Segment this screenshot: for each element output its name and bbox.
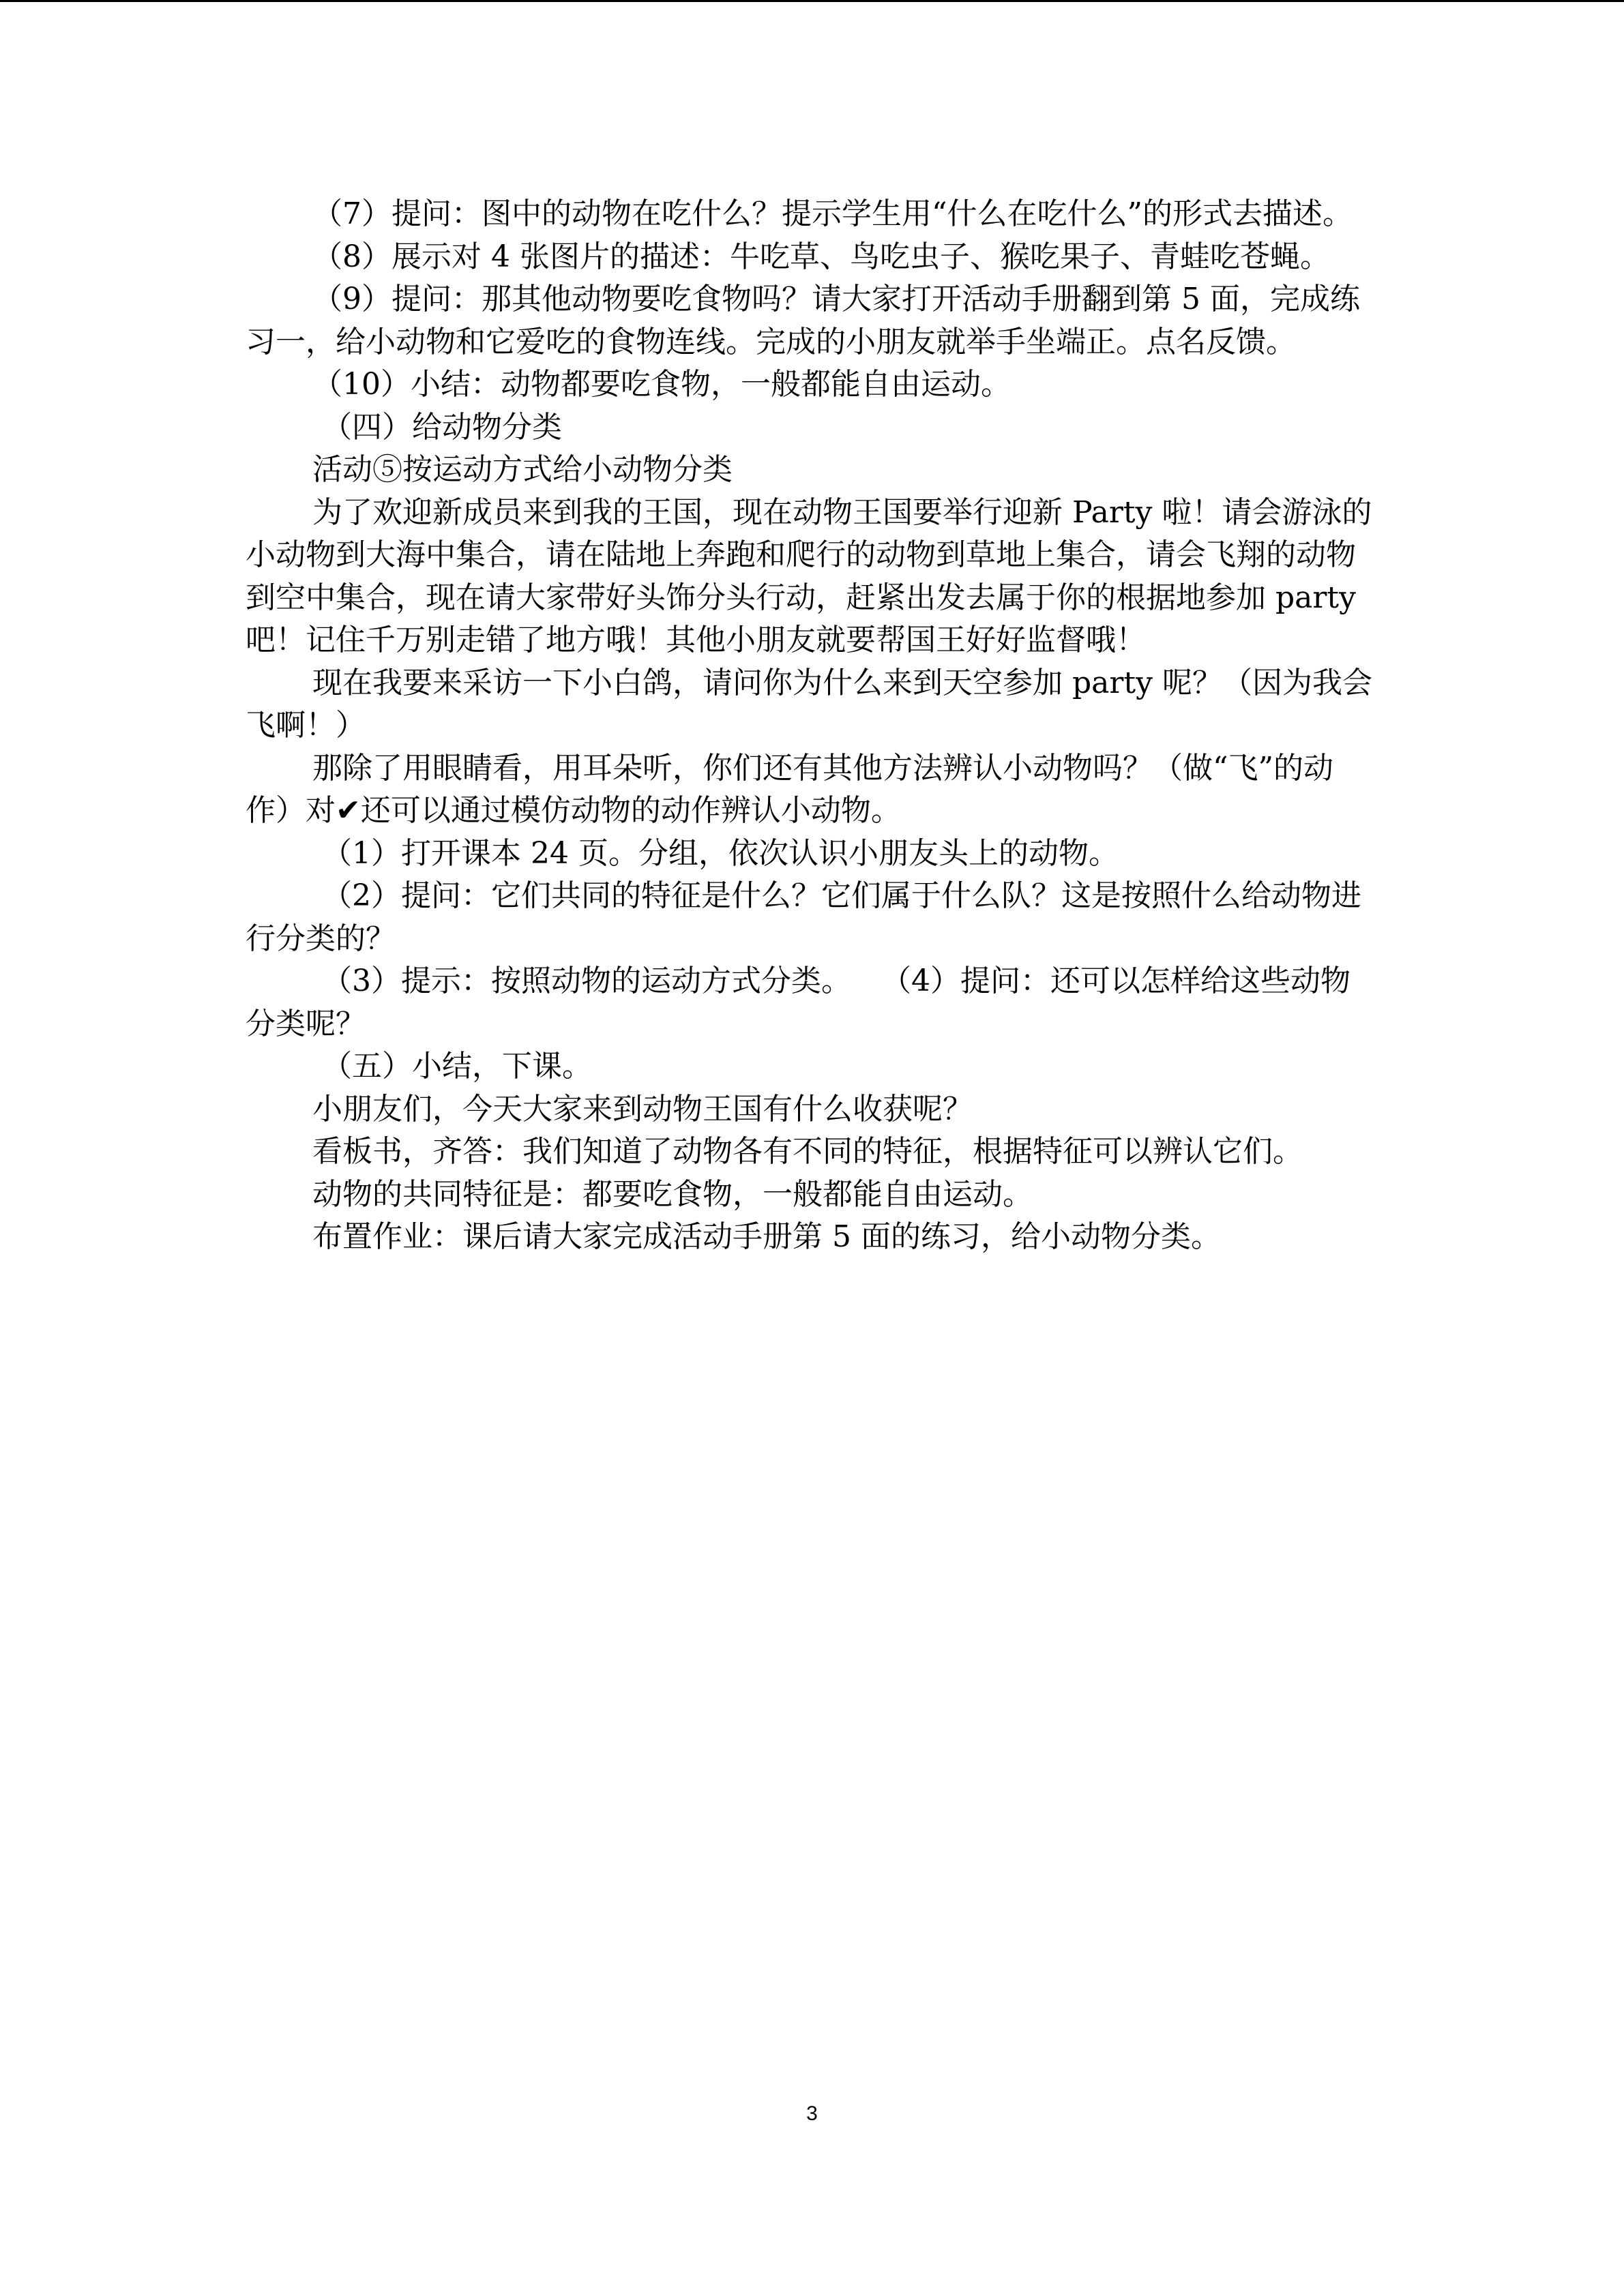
paragraph-interview: 现在我要来采访一下小白鸽，请问你为什么来到天空参加 party 呢？（因为我会飞啊！） bbox=[246, 665, 1372, 743]
paragraph-common-features: 动物的共同特征是：都要吃食物，一般都能自由运动。 bbox=[312, 1176, 1033, 1212]
paragraph-substep-1: （1）打开课本 24 页。分组，依次认识小朋友头上的动物。 bbox=[322, 835, 1119, 871]
page-top-border bbox=[0, 0, 1624, 2]
paragraph-step-8: （8）展示对 4 张图片的描述：牛吃草、鸟吃虫子、猴吃果子、青蛙吃苍蝇。 bbox=[312, 239, 1330, 274]
section-heading-classify: （四）给动物分类 bbox=[322, 409, 562, 445]
section-heading-summary: （五）小结，下课。 bbox=[322, 1049, 592, 1084]
document-body bbox=[246, 193, 1378, 1259]
paragraph-homework: 布置作业：课后请大家完成活动手册第 5 面的练习，给小动物分类。 bbox=[312, 1219, 1221, 1254]
paragraph-step-10: （10）小结：动物都要吃食物，一般都能自由运动。 bbox=[312, 367, 1011, 402]
paragraph-step-9: （9）提问：那其他动物要吃食物吗？请大家打开活动手册翻到第 5 面，完成练习一，给小动物和它爱吃的食物连线。完成的小朋友就举手坐端正。点名反馈。 bbox=[246, 282, 1360, 359]
paragraph-board-answer: 看板书，齐答：我们知道了动物各有不同的特征，根据特征可以辨认它们。 bbox=[312, 1134, 1303, 1169]
paragraph-imitation: 那除了用眼睛看，用耳朵听，你们还有其他方法辨认小动物吗？（做“飞”的动作）对✔还可以通过模仿动物的动作辨认小动物。 bbox=[246, 750, 1333, 828]
activity-heading: 活动⑤按运动方式给小动物分类 bbox=[312, 452, 733, 487]
paragraph-substep-2: （2）提问：它们共同的特征是什么？它们属于什么队？这是按照什么给动物进行分类的？ bbox=[246, 878, 1361, 956]
paragraph-substep-3-4: （3）提示：按照动物的运动方式分类。 （4）提问：还可以怎样给这些动物分类呢？ bbox=[246, 964, 1350, 1041]
paragraph-harvest-question: 小朋友们，今天大家来到动物王国有什么收获呢？ bbox=[312, 1091, 973, 1127]
paragraph-party-intro: 为了欢迎新成员来到我的王国，现在动物王国要举行迎新 Party 啦！请会游泳的小动物到大海中集合，请在陆地上奔跑和爬行的动物到草地上集合，请会飞翔的动物到空中集合，现在请大家带好头饰分头行动，赶紧出发去属于你的根据地参加 party 吧！记住千万别走错了地方哦！其他小朋友就要帮国王好好监督哦！ bbox=[246, 494, 1372, 657]
page-number: 3 bbox=[806, 2102, 818, 2125]
paragraph-step-7: （7）提问：图中的动物在吃什么？提示学生用“什么在吃什么”的形式去描述。 bbox=[312, 196, 1353, 231]
